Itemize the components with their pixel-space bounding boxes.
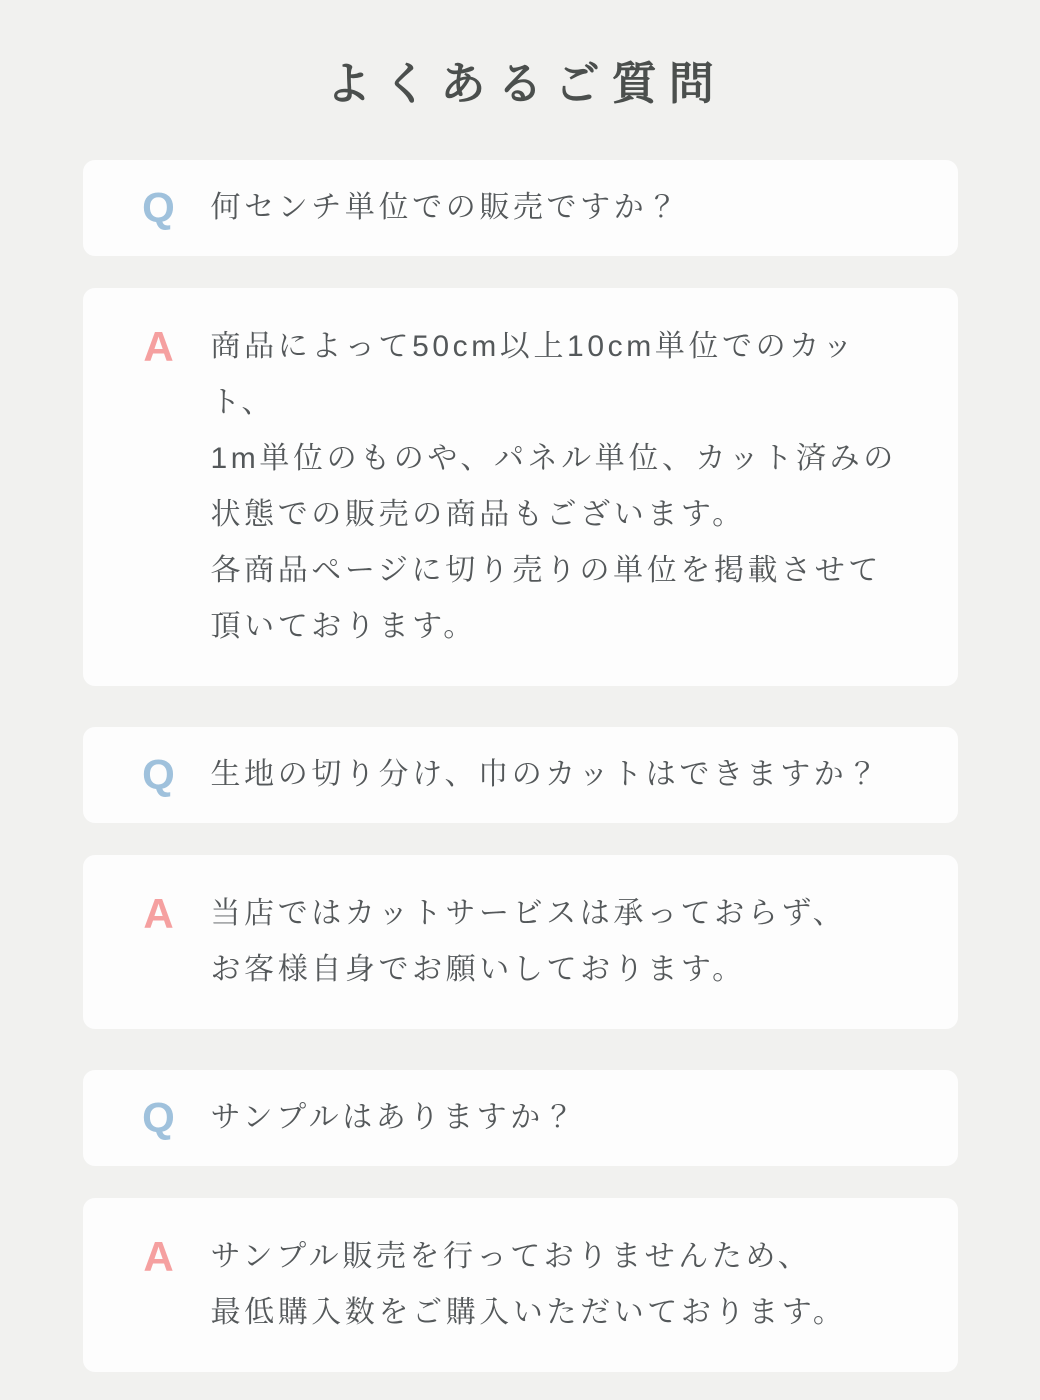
question-text	[211, 180, 681, 236]
faq-question-card	[83, 160, 958, 256]
faq-answer-card	[83, 855, 958, 1029]
answer-text	[211, 319, 908, 655]
answer-text	[211, 1229, 847, 1341]
answer-mark-letter: A	[143, 323, 174, 370]
faq-answer-card	[83, 1198, 958, 1372]
page-title: よくあるご質問	[326, 58, 727, 109]
answer-line: 頂いております。	[210, 610, 477, 643]
question-text	[211, 1090, 578, 1146]
answer-mark-letter: A	[143, 890, 174, 937]
answer-text	[211, 886, 847, 998]
answer-line: 各商品ページに切り売りの単位を掲載させて	[210, 554, 882, 587]
answer-mark-letter: A	[143, 1233, 174, 1280]
question-line: 何センチ単位での販売ですか？	[210, 191, 681, 224]
answer-line: 1m単位のものや、パネル単位、カット済みの	[210, 442, 897, 475]
question-line: サンプルはありますか？	[210, 1101, 578, 1134]
answer-line: 商品によって50cm以上10cm単位でのカット、	[210, 330, 857, 419]
faq-question-card	[83, 1070, 958, 1166]
question-text	[211, 747, 882, 803]
answer-line: サンプル販売を行っておりませんため、	[210, 1240, 812, 1273]
faq-answer-card	[83, 288, 958, 686]
answer-line: 最低購入数をご購入いただいております。	[210, 1296, 847, 1329]
answer-line: 当店ではカットサービスは承っておらず、	[210, 897, 847, 930]
faq-list	[83, 160, 958, 1372]
question-mark-letter: Q	[142, 751, 175, 798]
question-mark-letter: Q	[142, 184, 175, 231]
question-line: 生地の切り分け、巾のカットはできますか？	[210, 758, 881, 791]
answer-line: 状態での販売の商品もございます。	[210, 498, 746, 531]
question-mark-letter: Q	[142, 1094, 175, 1141]
faq-question-card	[83, 727, 958, 823]
answer-line: お客様自身でお願いしております。	[210, 953, 746, 986]
